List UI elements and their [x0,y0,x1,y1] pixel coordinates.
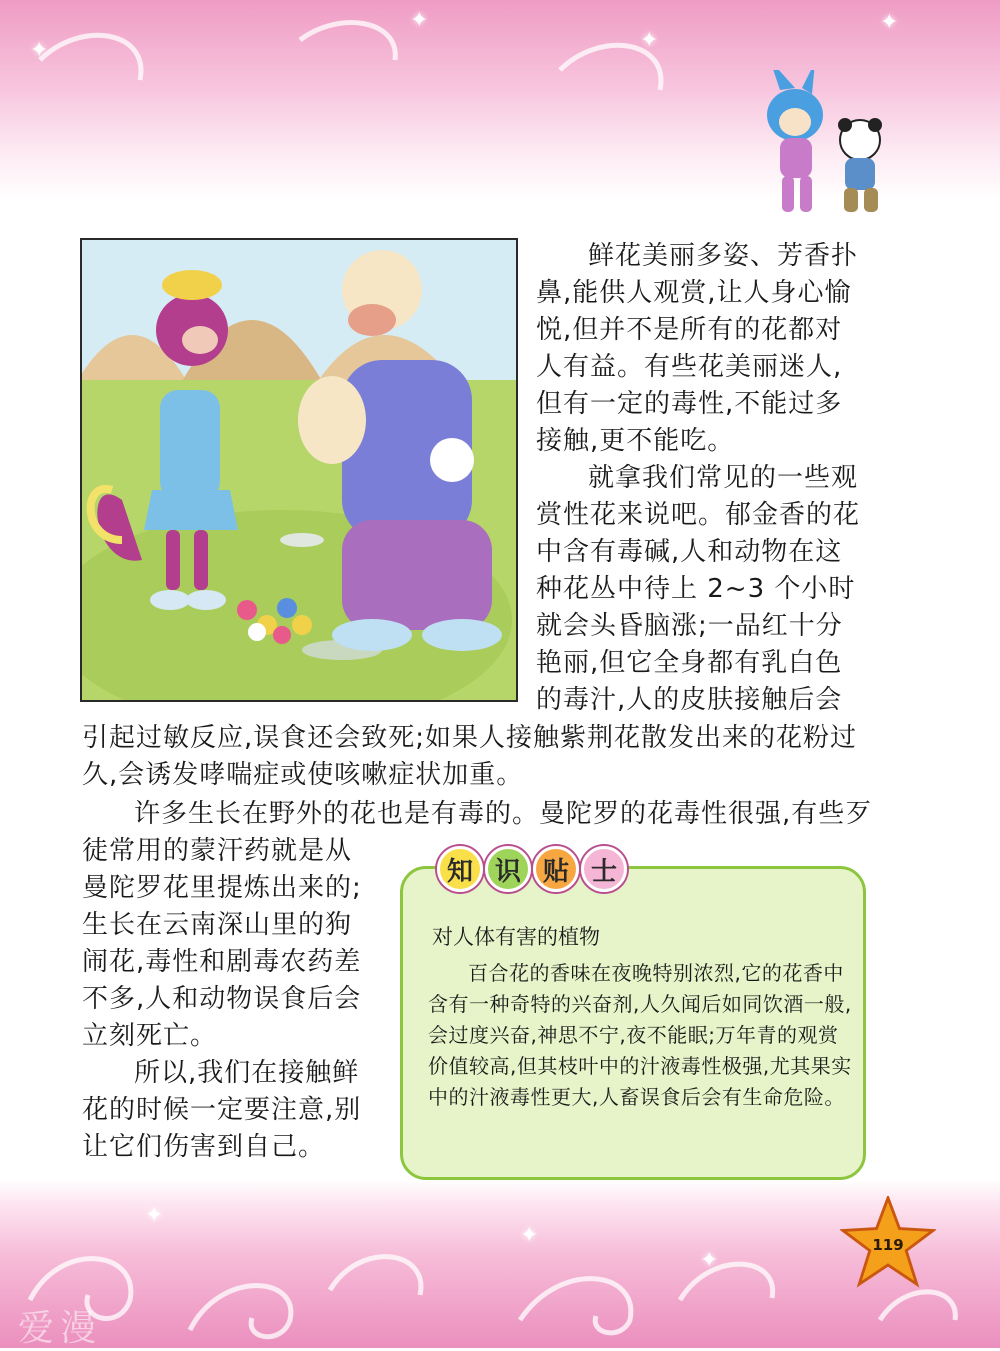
sparkle-icon: ✦ [30,38,49,63]
text-line: 就会头昏脑涨;一品红十分 [536,611,843,641]
intro-paragraph: 鲜花美丽多姿、芳香扑鼻,能供人观赏,让人身心愉悦,但并不是所有的花都对人有益。有些花美丽迷人,但有一定的毒性,不能过多接触,更不能吃。 [536,241,859,456]
text-line: 中含有毒碱,人和动物在这 [536,537,843,567]
tip-title: 对人体有害的植物 [432,925,600,949]
sparkle-icon: ✦ [700,1248,719,1273]
paragraph-3-first-line: 许多生长在野外的花也是有毒的。曼陀罗的花毒性很强,有些歹 [134,799,873,829]
paragraph-4: 所以,我们在接触鲜花的时候一定要注意,别让它们伤害到自己。 [82,1058,362,1162]
paragraph-2-narrow-lines [536,460,868,719]
paragraph-3-continued: 徒常用的蒙汗药就是从曼陀罗花里提炼出来的;生长在云南深山里的狗闹花,毒性和剧毒农药差不多,人和动物误食后会立刻死亡。 [82,836,362,1051]
sparkle-icon: ✦ [640,28,659,53]
page-number: 119 [872,1236,904,1254]
illustration-scene [82,240,516,700]
text-line: 的毒汁,人的皮肤接触后会 [536,685,843,715]
text-line: 艳丽,但它全身都有乳白色 [536,648,843,678]
text-line: 久,会诱发哮喘症或使咳嗽症状加重。 [82,760,524,790]
sparkle-icon: ✦ [145,1203,164,1228]
comic-illustration-bear-and-squirrel [80,238,518,702]
tip-text: 百合花的香味在夜晚特别浓烈,它的花香中含有一种奇特的兴奋剂,人久闻后如同饮酒一般,会过度兴奋,神思不宁,夜不能眠;万年青的观赏价值较高,但其枝叶中的汁液毒性极强,尤其果实中的汁液毒性更大,人畜误食后会有生命危险。 [428,961,852,1109]
tip-badge-char: 识 [485,846,531,892]
knowledge-tip-badges [437,846,627,890]
watermark: 爱漫 [18,1308,103,1349]
tip-badge-char: 士 [581,846,627,892]
mascot-characters-illustration [740,70,915,220]
sparkle-icon: ✦ [880,10,899,35]
tip-badge-char: 贴 [533,846,579,892]
paragraph-2-full-lines [82,720,882,794]
sparkle-icon: ✦ [410,8,429,33]
sparkle-icon: ✦ [520,1223,539,1248]
text-line: 种花丛中待上 2~3 个小时 [536,574,856,604]
text-line: 就拿我们常见的一些观 [588,463,859,493]
text-line: 引起过敏反应,误食还会致死;如果人接触紫荆花散发出来的花粉过 [82,723,858,753]
text-line: 赏性花来说吧。郁金香的花 [536,500,861,530]
tip-badge-char: 知 [437,846,483,892]
